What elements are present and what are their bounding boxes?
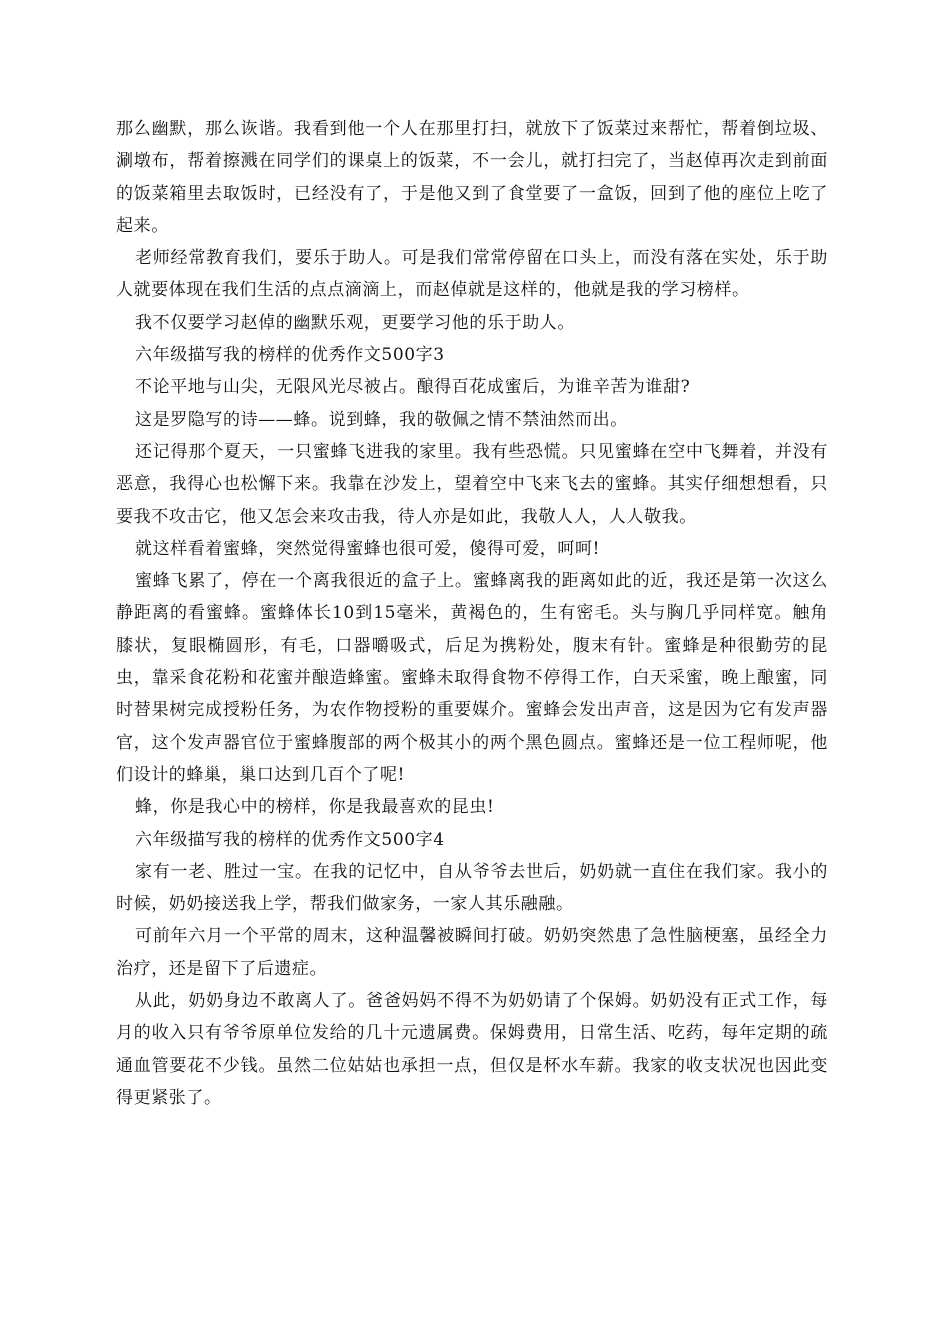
section-heading: 六年级描写我的榜样的优秀作文500字3 [135,345,445,366]
section-heading: 六年级描写我的榜样的优秀作文500字4 [135,829,445,850]
paragraph: 这是罗隐写的诗——蜂。说到蜂，我的敬佩之情不禁油然而出。 [135,409,628,430]
document-body [116,113,828,1114]
paragraph: 蜜蜂飞累了，停在一个离我很近的盒子上。蜜蜂离我的距离如此的近，我还是第一次这么静距离的看蜜蜂。蜜蜂体长10到15毫米，黄褐色的，生有密毛。头与胸几乎同样宽。触角膝状，复眼椭圆形，有毛，口器嚼吸式，后足为携粉处，腹末有针。蜜蜂是种很勤劳的昆虫，靠采食花粉和花蜜并酿造蜂蜜。蜜蜂未取得食物不停得工作，白天采蜜，晚上酿蜜，同时替果树完成授粉任务，为农作物授粉的重要媒介。蜜蜂会发出声音，这是因为它有发声器官，这个发声器官位于蜜蜂腹部的两个极其小的两个黑色圆点。蜜蜂还是一位工程师呢，他们设计的蜂巢，巢口达到几百个了呢! [116,571,828,785]
paragraph: 那么幽默，那么诙谐。我看到他一个人在那里打扫，就放下了饭菜过来帮忙，帮着倒垃圾、涮墩布，帮着擦溅在同学们的课桌上的饭菜，不一会儿，就打扫完了，当赵倬再次走到前面的饭菜箱里去取饭时，已经没有了，于是他又到了食堂要了一盒饭，回到了他的座位上吃了起来。 [116,119,828,236]
paragraph: 老师经常教育我们，要乐于助人。可是我们常常停留在口头上，而没有落在实处，乐于助人就要体现在我们生活的点点滴滴上，而赵倬就是这样的，他就是我的学习榜样。 [116,248,828,301]
paragraph: 家有一老、胜过一宝。在我的记忆中，自从爷爷去世后，奶奶就一直住在我们家。我小的时候，奶奶接送我上学，帮我们做家务，一家人其乐融融。 [116,861,828,915]
paragraph: 就这样看着蜜蜂，突然觉得蜜蜂也很可爱，傻得可爱，呵呵! [135,538,601,559]
paragraph: 蜂，你是我心中的榜样，你是我最喜欢的昆虫! [135,797,495,818]
paragraph: 还记得那个夏天，一只蜜蜂飞进我的家里。我有些恐慌。只见蜜蜂在空中飞舞着，并没有恶意，我得心也松懈下来。我靠在沙发上，望着空中飞来飞去的蜜蜂。其实仔细想想看，只要我不攻击它，他又怎会来攻击我，待人亦是如此，我敬人人，人人敬我。 [116,441,828,527]
paragraph: 可前年六月一个平常的周末，这种温馨被瞬间打破。奶奶突然患了急性脑梗塞，虽经全力治疗，还是留下了后遗症。 [116,926,828,979]
paragraph: 从此，奶奶身边不敢离人了。爸爸妈妈不得不为奶奶请了个保姆。奶奶没有正式工作，每月的收入只有爷爷原单位发给的几十元遗属费。保姆费用，日常生活、吃药，每年定期的疏通血管要花不少钱。虽然二位姑姑也承担一点，但仅是杯水车薪。我家的收支状况也因此变得更紧张了。 [116,991,828,1108]
paragraph: 我不仅要学习赵倬的幽默乐观，更要学习他的乐于助人。 [135,312,575,333]
paragraph: 不论平地与山尖，无限风光尽被占。酿得百花成蜜后，为谁辛苦为谁甜? [135,377,691,398]
